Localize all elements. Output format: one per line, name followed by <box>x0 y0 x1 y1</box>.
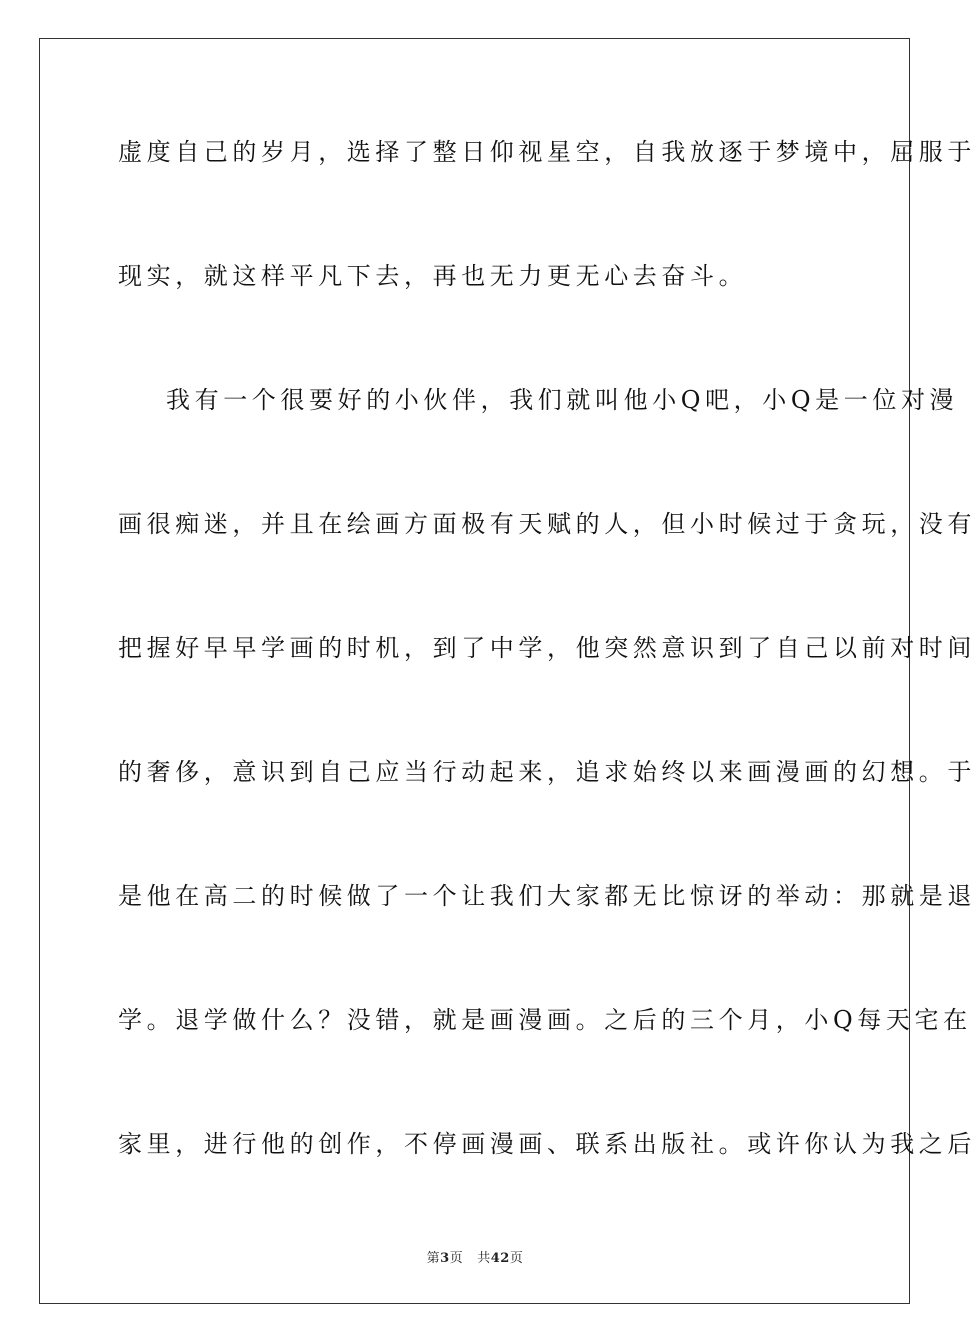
document-body <box>118 124 976 1240</box>
text-line: 现实，就这样平凡下去，再也无力更无心去奋斗。 <box>118 262 748 290</box>
text-line: 家里，进行他的创作，不停画漫画、联系出版社。或许你认为我之后 <box>118 1130 976 1158</box>
total-prefix: 共 <box>477 1251 491 1266</box>
text-line: 画很痴迷，并且在绘画方面极有天赋的人，但小时候过于贪玩，没有 <box>118 510 976 538</box>
text-line: 是他在高二的时候做了一个让我们大家都无比惊讶的举动：那就是退 <box>118 882 976 910</box>
text-line: 的奢侈，意识到自己应当行动起来，追求始终以来画漫画的幻想。于 <box>118 758 976 786</box>
page-prefix: 第 <box>426 1251 441 1266</box>
page-number: 3 <box>440 1251 450 1266</box>
text-line: 把握好早早学画的时机，到了中学，他突然意识到了自己以前对时间 <box>118 634 976 662</box>
page-suffix: 页 <box>449 1251 464 1266</box>
text-line: 虚度自己的岁月，选择了整日仰视星空，自我放逐于梦境中，屈服于 <box>118 138 976 166</box>
text-line: 学。退学做什么？没错，就是画漫画。之后的三个月，小Q每天宅在 <box>118 1006 972 1034</box>
total-suffix: 页 <box>509 1251 524 1266</box>
total-pages: 42 <box>490 1251 510 1266</box>
page-footer <box>0 1247 950 1266</box>
text-line-paragraph-start: 我有一个很要好的小伙伴，我们就叫他小Q吧，小Q是一位对漫 <box>166 386 959 414</box>
